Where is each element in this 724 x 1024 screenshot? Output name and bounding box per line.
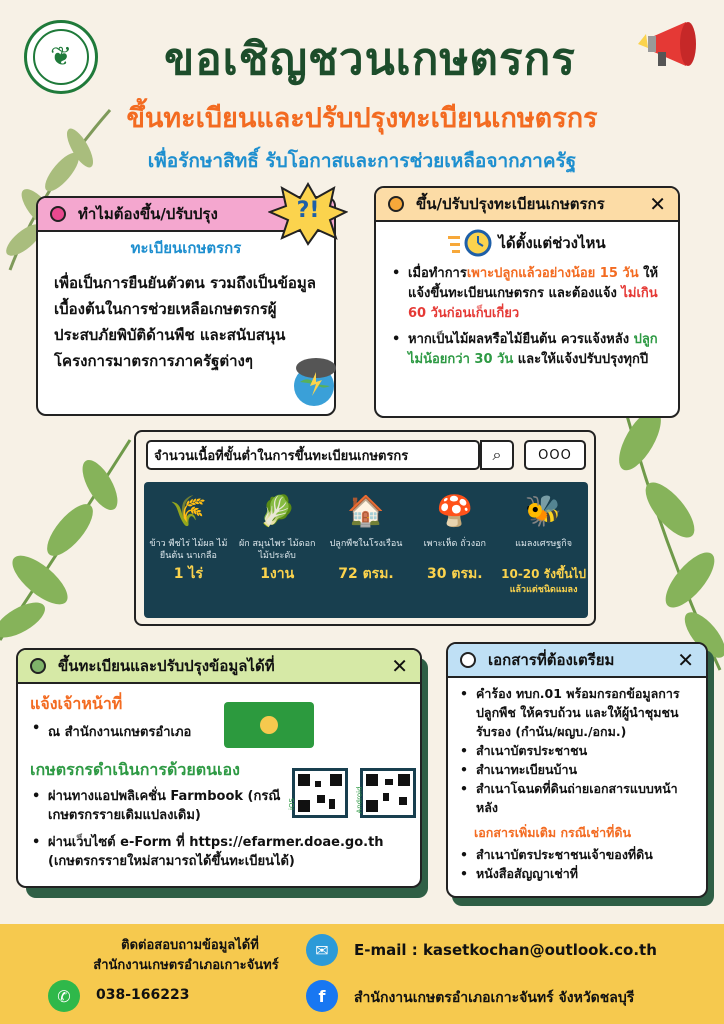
when-card-title: ขึ้น/ปรับปรุงทะเบียนเกษตรกร xyxy=(416,195,605,213)
docs-item: • สำเนาบัตรประชาชน xyxy=(458,741,696,760)
page-subtitle: ขึ้นทะเบียนและปรับปรุงทะเบียนเกษตรกร xyxy=(126,103,598,134)
book-emblem-icon xyxy=(260,716,278,734)
crop-sub-label: แล้วแต่ชนิดแมลง xyxy=(509,585,578,595)
crop-value: 72 ตรม. xyxy=(338,566,394,582)
leaf-decoration-right xyxy=(600,380,724,680)
contact-heading: ติดต่อสอบถามข้อมูลได้ที่ xyxy=(121,938,259,953)
crop-item xyxy=(233,482,322,618)
email-icon: ✉ xyxy=(306,934,338,966)
qr-code-ios[interactable] xyxy=(292,768,348,818)
when-card-subhead: ได้ตั้งแต่ช่วงไหน xyxy=(498,234,606,252)
crop-item xyxy=(499,482,588,618)
when-card-list xyxy=(376,258,678,376)
qr-pattern-icon xyxy=(295,771,345,815)
where-self-item-web: • ผ่านเว็บไซต์ e-Form ที่ https://efarmer.doae.go.th (เกษตรกรรายใหม่สามารถได้ขึ้นทะเบียนได้) xyxy=(30,833,408,871)
orange-dot-icon xyxy=(388,196,404,212)
contact-email[interactable]: E-mail : kasetkochan@outlook.co.th xyxy=(354,941,657,959)
when-b2-green: ปลูกไม่น้อยกว่า 30 วัน xyxy=(408,332,658,367)
docs-card-header xyxy=(448,644,706,678)
why-card-body: เพื่อเป็นการยืนยันตัวตน รวมถึงเป็นข้อมูลเบื้องต้นในการช่วยเหลือเกษตรกรผู้ประสบภัยพิบัติด้านพืช และสนับสนุน โครงการมาตรการภาครัฐต่างๆ xyxy=(54,274,316,370)
docs-extra-item: • สำเนาบัตรประชาชนเจ้าของที่ดิน xyxy=(458,845,696,864)
close-icon[interactable]: ✕ xyxy=(677,648,694,672)
where-self-item-app: • ผ่านทางแอปพลิเคชั่น Farmbook (กรณี เกษตรกรรายเดิมแปลงเดิม) xyxy=(30,787,292,825)
when-b1-pre: เมื่อทำการ xyxy=(408,266,467,281)
page-tagline: เพื่อรักษาสิทธิ์ รับโอกาสและการช่วยเหลือจากภาครัฐ xyxy=(147,150,577,172)
phone-icon: ✆ xyxy=(48,980,80,1012)
when-b1-highlight: เพาะปลูกแล้วอย่างน้อย 15 วัน xyxy=(466,266,639,281)
qr-ios-label: iOS xyxy=(287,798,296,810)
greenhouse-icon: 🏠 xyxy=(347,493,385,529)
crop-value: 1งาน xyxy=(260,566,295,582)
more-options-button[interactable]: OOO xyxy=(524,440,586,470)
exclamation-badge-text: ?! xyxy=(296,198,320,223)
green-dot-icon xyxy=(30,658,46,674)
when-list-item xyxy=(390,264,664,324)
page-title: ขอเชิญชวนเกษตรกร xyxy=(164,34,576,85)
close-icon[interactable]: ✕ xyxy=(649,192,666,216)
contact-office: สำนักงานเกษตรอำเภอเกาะจันทร์ xyxy=(93,958,279,973)
where-staff-list xyxy=(18,717,420,746)
qr-pattern-icon xyxy=(363,771,413,815)
documents-card xyxy=(446,642,708,898)
why-card-title: ทำไมต้องขึ้น/ปรับปรุง xyxy=(78,205,218,223)
bee-icon: 🐝 xyxy=(524,493,563,529)
mushroom-icon: 🍄 xyxy=(436,493,474,529)
docs-extra-item: • หนังสือสัญญาเช่าที่ xyxy=(458,864,696,883)
where-section-staff: แจ้งเจ้าหน้าที่ xyxy=(30,694,123,713)
when-card-subhead-row xyxy=(376,228,678,258)
when-b1-red: ไม่เกิน 60 วันก่อนเก็บเกี่ยว xyxy=(408,286,658,321)
crop-area-panel xyxy=(144,482,588,618)
crop-label: เพาะเห็ด ถั่วงอก xyxy=(423,539,486,549)
vegetables-icon: 🥬 xyxy=(258,493,296,529)
emblem-icon: ❦ xyxy=(33,29,89,85)
minimum-area-search-bar xyxy=(146,440,480,470)
megaphone-icon xyxy=(636,14,706,74)
when-register-card xyxy=(374,186,680,418)
crop-value: 1 ไร่ xyxy=(173,566,203,582)
footer xyxy=(0,924,724,1024)
crop-label: แมลงเศรษฐกิจ xyxy=(515,539,573,549)
qr-code-android[interactable] xyxy=(360,768,416,818)
when-b2-post: และให้แจ้งปรับปรุงทุกปี xyxy=(513,352,649,367)
qr-android-label: Android xyxy=(355,786,364,814)
when-b1-mid: ให้แจ้งขึ้นทะเบียนเกษตรกร และต้องแจ้ง xyxy=(408,266,659,301)
when-b2-pre: หากเป็นไม้ผลหรือไม้ยืนต้น ควรแจ้งหลัง xyxy=(408,332,634,347)
pink-dot-icon xyxy=(50,206,66,222)
why-card-subhead: ทะเบียนเกษตรกร xyxy=(130,239,242,257)
where-staff-item: • ณ สำนักงานเกษตรอำเภอ xyxy=(30,721,408,742)
search-icon[interactable]: ⌕ xyxy=(480,440,514,470)
rice-crops-icon: 🌾 xyxy=(169,493,208,529)
clock-icon xyxy=(448,228,492,258)
docs-extra-list xyxy=(448,843,706,885)
department-logo xyxy=(24,20,98,94)
blue-dot-icon xyxy=(460,652,476,668)
where-card-header xyxy=(18,650,420,684)
where-card-title: ขึ้นทะเบียนและปรับปรุงข้อมูลได้ที่ xyxy=(58,657,275,675)
crop-item xyxy=(144,482,233,618)
farmer-book-image xyxy=(224,702,314,748)
crop-value: 10-20 รังขึ้นไป xyxy=(501,567,587,581)
where-register-card xyxy=(16,648,422,888)
contact-facebook[interactable]: สำนักงานเกษตรอำเภอเกาะจันทร์ จังหวัดชลบุรี xyxy=(354,990,635,1006)
facebook-icon: f xyxy=(306,980,338,1012)
close-icon[interactable]: ✕ xyxy=(391,654,408,678)
crop-label: ผัก สมุนไพร ไม้ดอก ไม้ประดับ xyxy=(238,539,316,561)
where-section-self: เกษตรกรดำเนินการด้วยตนเอง xyxy=(30,760,240,779)
contact-phone[interactable]: 038-166223 xyxy=(96,987,190,1003)
docs-item: • สำเนาทะเบียนบ้าน xyxy=(458,760,696,779)
when-card-header xyxy=(376,188,678,222)
docs-card-title: เอกสารที่ต้องเตรียม xyxy=(488,651,615,669)
docs-extra-head: เอกสารเพิ่มเติม กรณีเช่าที่ดิน xyxy=(474,825,632,840)
crop-label: ปลูกพืชในโรงเรือน xyxy=(329,539,403,549)
docs-list xyxy=(448,678,706,823)
minimum-area-panel xyxy=(134,430,596,626)
when-list-item xyxy=(390,330,664,370)
storm-globe-icon xyxy=(286,356,342,408)
crop-item xyxy=(410,482,499,618)
minimum-area-title: จำนวนเนื้อที่ขั้นต่ำในการขึ้นทะเบียนเกษตรกร xyxy=(154,448,409,464)
docs-item: • คำร้อง ทบก.01 พร้อมกรอกข้อมูลการปลูกพืช ให้ครบถ้วน และให้ผู้นำชุมชนรับรอง (กำนัน/ผญบ./อกม.) xyxy=(458,684,696,741)
crop-label: ข้าว พืชไร่ ไม้ผล ไม้ยืนต้น นาเกลือ xyxy=(149,539,228,561)
crop-value: 30 ตรม. xyxy=(427,566,483,582)
leaf-decoration-left-lower xyxy=(0,430,140,650)
docs-item: • สำเนาโฉนดที่ดินถ่ายเอกสารแบบหน้าหลัง xyxy=(458,779,696,817)
crop-item xyxy=(322,482,411,618)
